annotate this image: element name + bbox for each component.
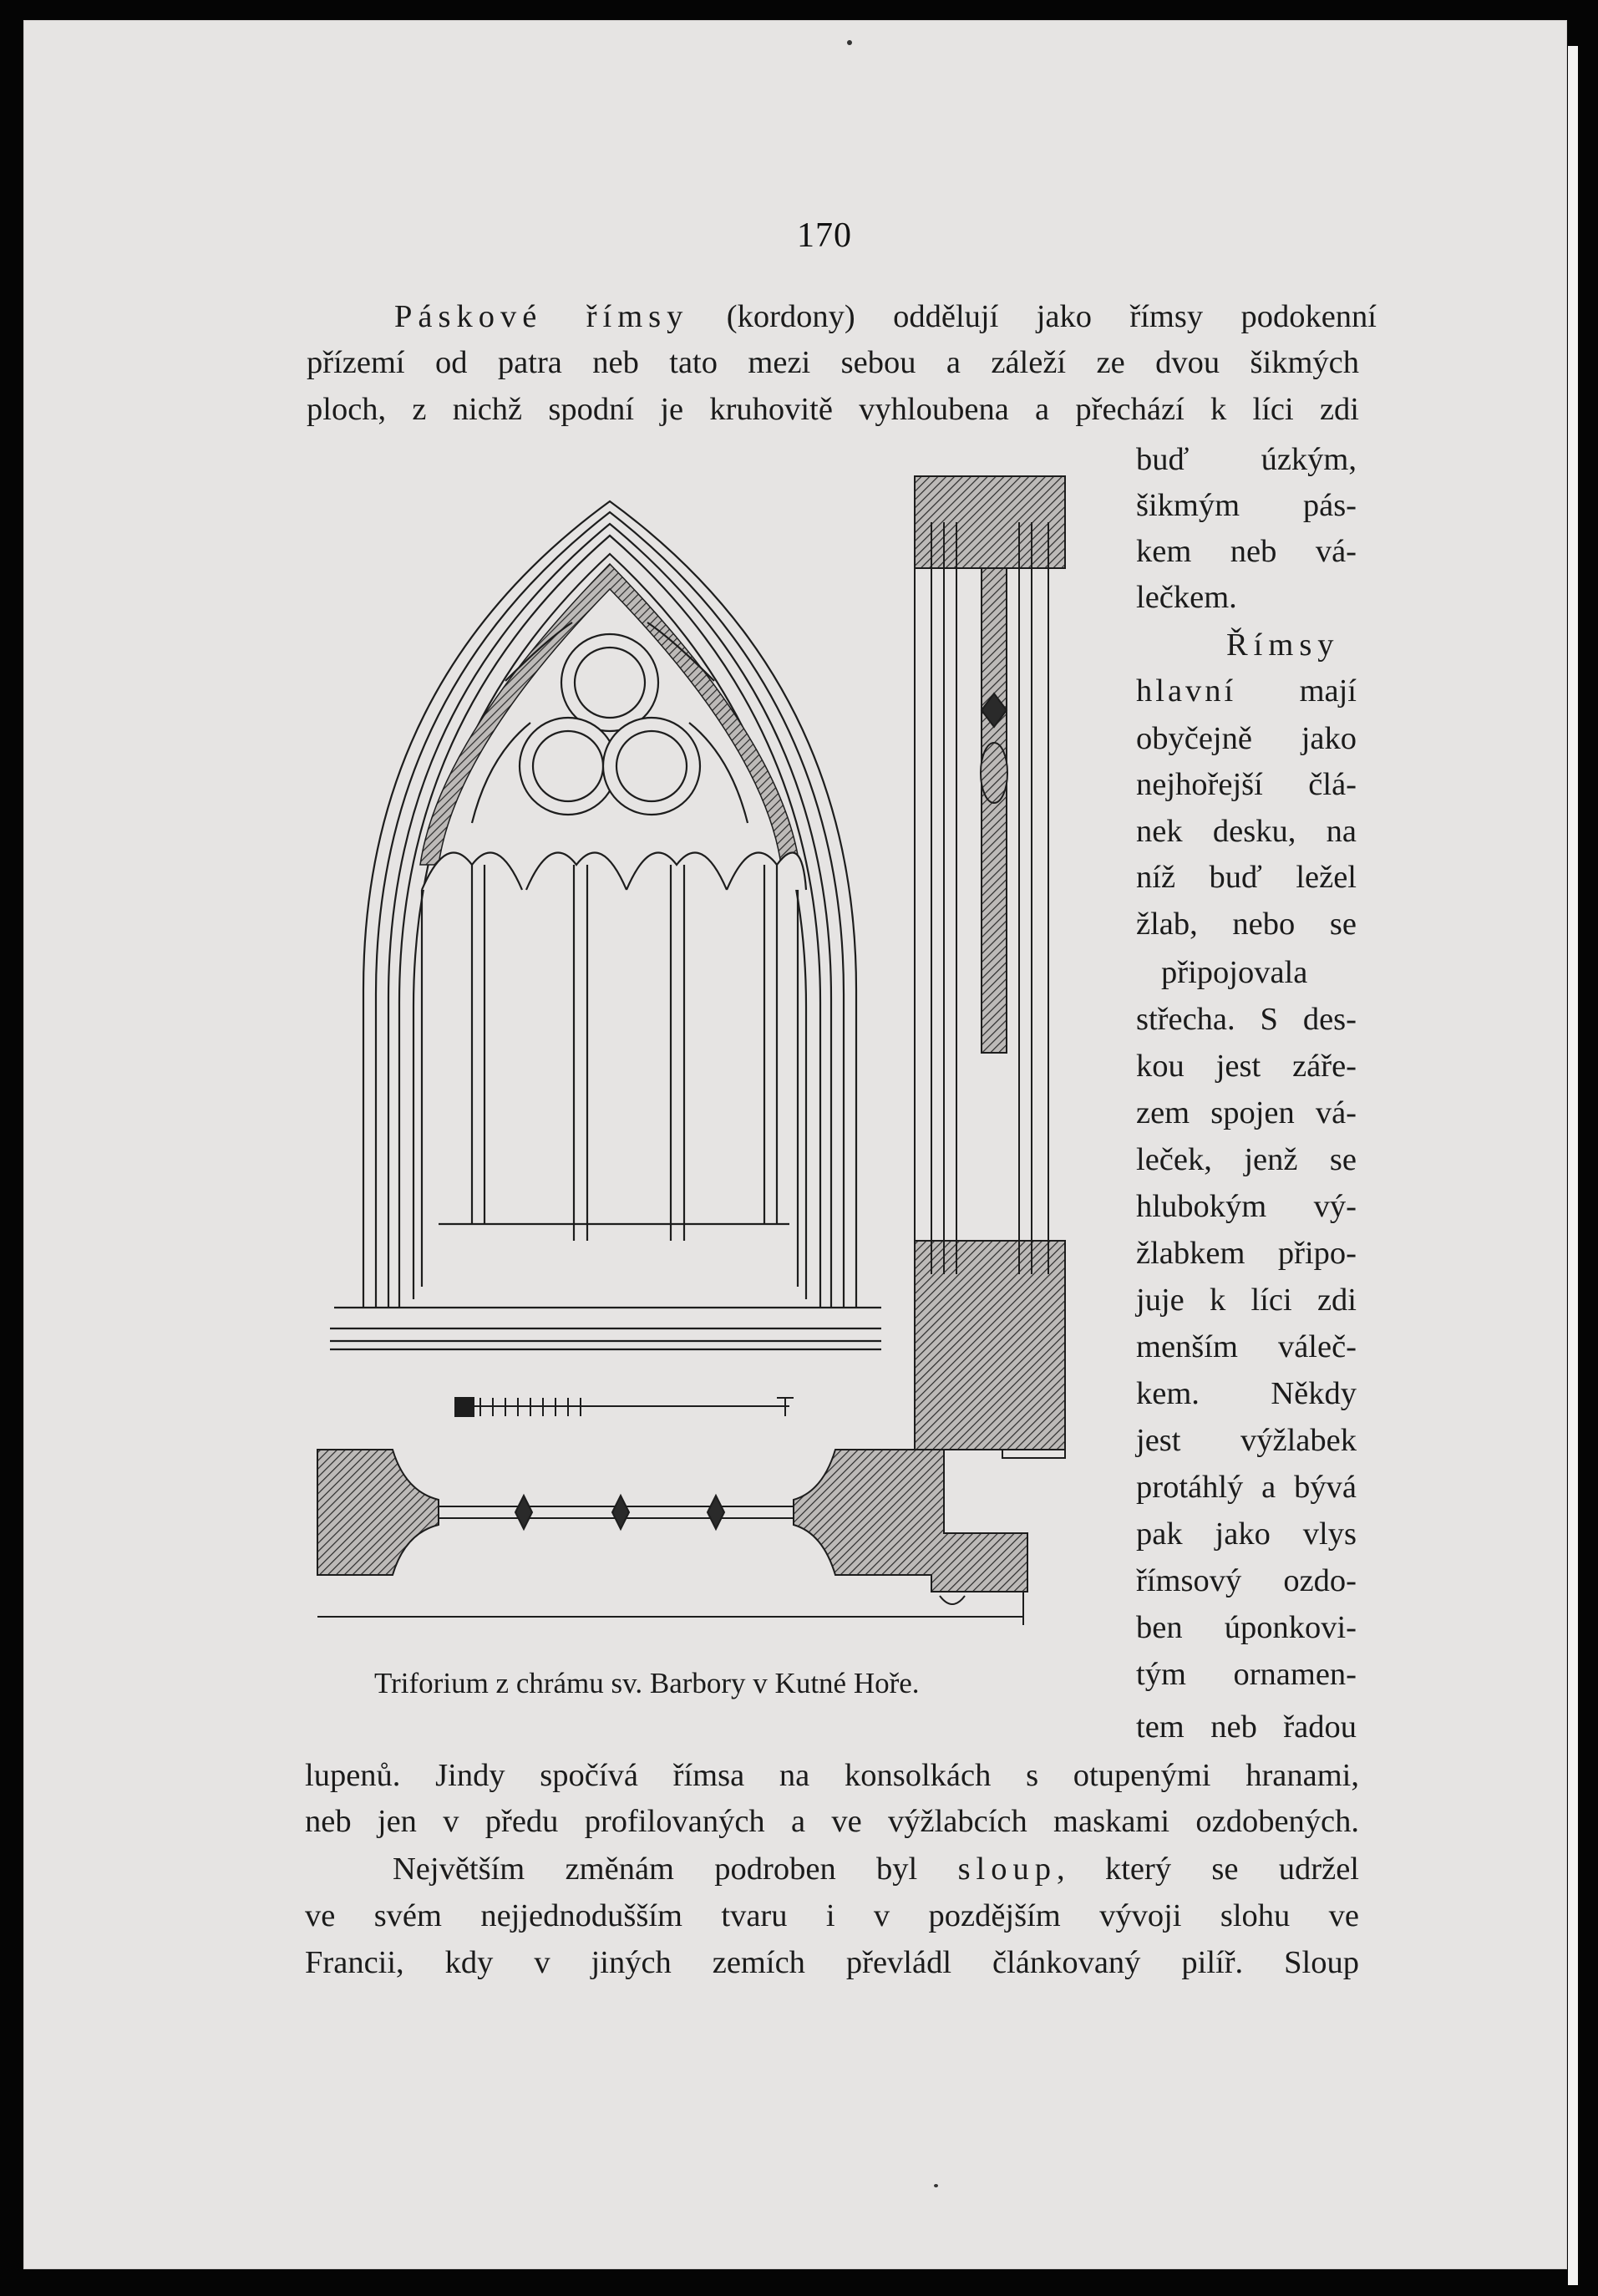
para1-line-1 — [394, 294, 1377, 339]
lead-term: Páskové římsy — [394, 299, 689, 334]
page-number: 170 — [797, 216, 852, 255]
bottom-line-2: neb jen v předu profilovaných a ve výžlabcích maskami ozdobených. — [305, 1804, 1359, 1839]
side-line-11: žlab, nebo se — [1136, 907, 1357, 942]
side-line-12: připojovala — [1161, 955, 1308, 990]
figure-caption: Triforium z chrámu sv. Barbory v Kutné Hoře. — [374, 1667, 920, 1699]
lead-rest: (kordony) oddělují jako římsy podokenní — [688, 299, 1377, 334]
side-line-14: kou jest záře- — [1136, 1049, 1357, 1084]
page-edge — [1568, 46, 1578, 2285]
dust-speck — [847, 40, 852, 45]
plan-section — [317, 1450, 1027, 1625]
side-line-6: hlavní mají — [1136, 673, 1357, 709]
side-line-9: nek desku, na — [1136, 814, 1357, 849]
side-line-22: jest výžlabek — [1136, 1423, 1357, 1458]
side-line-1: buď úzkým, — [1136, 442, 1357, 477]
window-elevation — [330, 501, 881, 1349]
para2-rest: , který se udržel — [1057, 1852, 1359, 1887]
side-line-24: pak jako vlys — [1136, 1516, 1357, 1552]
term-sloup: sloup — [957, 1852, 1058, 1887]
side-line-4: lečkem. — [1136, 580, 1237, 615]
para2-start: Největším změnám podroben byl — [393, 1852, 958, 1887]
side-line-25: římsový ozdo- — [1136, 1563, 1357, 1598]
side-line-16: leček, jenž se — [1136, 1142, 1357, 1177]
side-line-28: tem neb řadou — [1136, 1709, 1357, 1745]
side-line-3: kem neb vá- — [1136, 534, 1357, 569]
para1-line-2: přízemí od patra neb tato mezi sebou a záleží ze dvou šikmých — [307, 345, 1359, 380]
dust-speck — [934, 2184, 938, 2187]
side-line-23: protáhlý a bývá — [1136, 1470, 1357, 1505]
side-line-13: střecha. S des- — [1136, 1002, 1357, 1037]
profile-section — [915, 476, 1065, 1458]
triforium-illustration — [313, 472, 1103, 1659]
side-line-26: ben úponkovi- — [1136, 1610, 1357, 1645]
bottom-line-1: lupenů. Jindy spočívá římsa na konsolkách s otupenými hranami, — [305, 1758, 1359, 1793]
para2-line-2: ve svém nejjednodušším tvaru i v pozdějším vývoji slohu ve — [305, 1898, 1359, 1933]
para2-line-3: Francii, kdy v jiných zemích převládl článkovaný pilíř. Sloup — [305, 1945, 1359, 1980]
side-line-10: níž buď ležel — [1136, 860, 1357, 895]
side-line-5: Římsy — [1226, 627, 1340, 663]
side-line-19: juje k líci zdi — [1136, 1283, 1357, 1318]
side-line-20: menším váleč- — [1136, 1329, 1357, 1364]
side-line-8: nejhořejší člá- — [1136, 767, 1357, 802]
scale-bar — [455, 1398, 794, 1416]
para1-line-3: ploch, z nichž spodní je kruhovitě vyhloubena a přechází k líci zdi — [307, 392, 1359, 427]
side-line-15: zem spojen vá- — [1136, 1095, 1357, 1130]
side-line-21: kem. Někdy — [1136, 1376, 1357, 1411]
side-line-18: žlabkem připo- — [1136, 1236, 1357, 1271]
para2-line-1 — [393, 1846, 1359, 1892]
side-line-2: šikmým pás- — [1136, 488, 1357, 523]
side-line-7: obyčejně jako — [1136, 721, 1357, 756]
side-line-27: tým ornamen- — [1136, 1657, 1357, 1692]
term-hlavni: hlavní — [1136, 673, 1237, 709]
side-line-17: hlubokým vý- — [1136, 1189, 1357, 1224]
